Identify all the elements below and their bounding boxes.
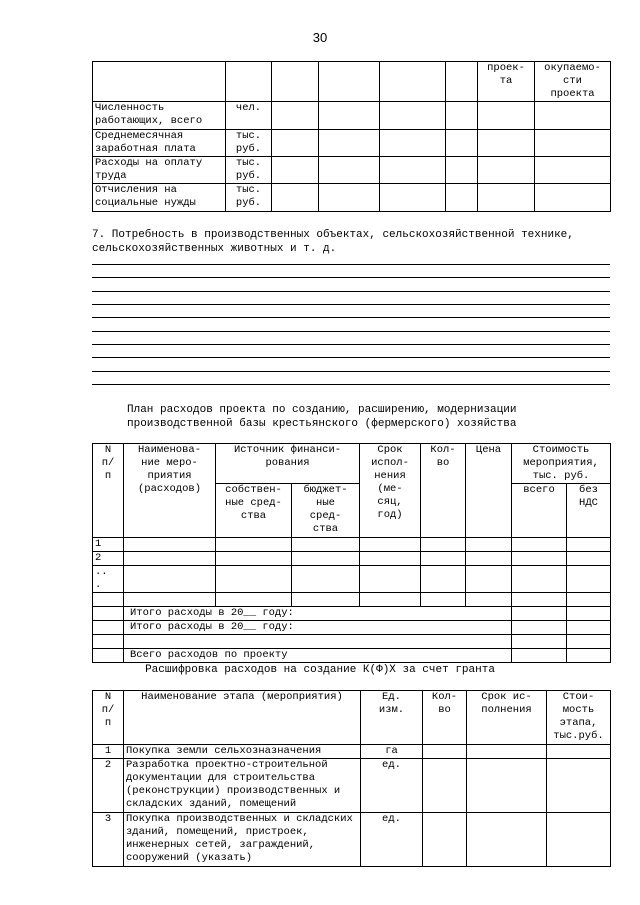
row-num: 2 xyxy=(93,759,124,813)
header-unit: Ед. изм. xyxy=(361,691,423,745)
header-num: N п/ п xyxy=(93,444,124,538)
stage-unit: га xyxy=(361,745,423,759)
header-source: Источник финанси- рования xyxy=(216,444,360,484)
header-total: всего xyxy=(512,484,567,538)
row-label: Среднемесячная заработная плата xyxy=(93,130,226,157)
header-own-funds: собствен- ные сред- ства xyxy=(216,484,292,538)
row-num: .. . xyxy=(93,566,124,593)
row-unit: чел. xyxy=(226,102,272,130)
grand-total-label: Всего расходов по проекту xyxy=(124,649,512,663)
stage-name: Разработка проектно-строительной документации для строительства (реконструкции) производственных и складских зданий, помещений xyxy=(124,759,361,813)
stage-unit: ед. xyxy=(361,813,423,867)
row-num: 1 xyxy=(93,745,124,759)
row-unit: тыс. руб. xyxy=(226,130,272,157)
workforce-table xyxy=(92,61,611,212)
header-term: Срок испол- нения (ме- сяц, год) xyxy=(360,444,421,538)
header-num: N п/ п xyxy=(93,691,124,745)
grant-title: Расшифровка расходов на создание К(Ф)Х за счет гранта xyxy=(145,664,495,676)
stage-unit: ед. xyxy=(361,759,423,813)
plan-table xyxy=(92,443,611,663)
header-cost: Стоимость мероприятия, тыс. руб. xyxy=(512,444,611,484)
row-label: Численность работающих, всего xyxy=(93,102,226,130)
grant-table xyxy=(92,690,611,867)
header-payback: окупаемо- сти проекта xyxy=(535,62,611,102)
row-num: 3 xyxy=(93,813,124,867)
stage-name: Покупка земли сельхозназначения xyxy=(124,745,361,759)
header-qty: Кол- во xyxy=(423,691,467,745)
header-stage-name: Наименование этапа (мероприятия) xyxy=(124,691,361,745)
header-name: Наименова- ние меро- приятия (расходов) xyxy=(124,444,216,538)
row-unit: тыс. руб. xyxy=(226,157,272,184)
row-label: Расходы на оплату труда xyxy=(93,157,226,184)
header-stage-cost: Стои- мость этапа, тыс.руб. xyxy=(547,691,611,745)
header-no-vat: без НДС xyxy=(567,484,611,538)
stage-name: Покупка производственных и складских зданий, помещений, пристроек, инженерных сетей, заграждений, сооружений (указать) xyxy=(124,813,361,867)
total-row-label: Итого расходы в 20__ году: xyxy=(124,607,512,621)
row-num: 1 xyxy=(93,538,124,552)
header-project: проек- та xyxy=(478,62,535,102)
row-label: Отчисления на социальные нужды xyxy=(93,184,226,212)
header-qty: Кол- во xyxy=(421,444,466,538)
section-7-text: 7. Потребность в производственных объектах, сельскохозяйственной технике, сельскохозяйственных животных и т. д. xyxy=(92,229,574,255)
header-budget-funds: бюджет- ные сред- ства xyxy=(292,484,360,538)
plan-title: План расходов проекта по созданию, расширению, модернизации производственной базы крестьянского (фермерского) хозяйства xyxy=(127,404,517,430)
row-num: 2 xyxy=(93,552,124,566)
row-unit: тыс. руб. xyxy=(226,184,272,212)
header-term: Срок ис- полнения xyxy=(467,691,547,745)
page-number: 30 xyxy=(312,30,328,45)
total-row-label xyxy=(124,635,512,649)
header-price: Цена xyxy=(466,444,512,538)
total-row-label: Итого расходы в 20__ году: xyxy=(124,621,512,635)
